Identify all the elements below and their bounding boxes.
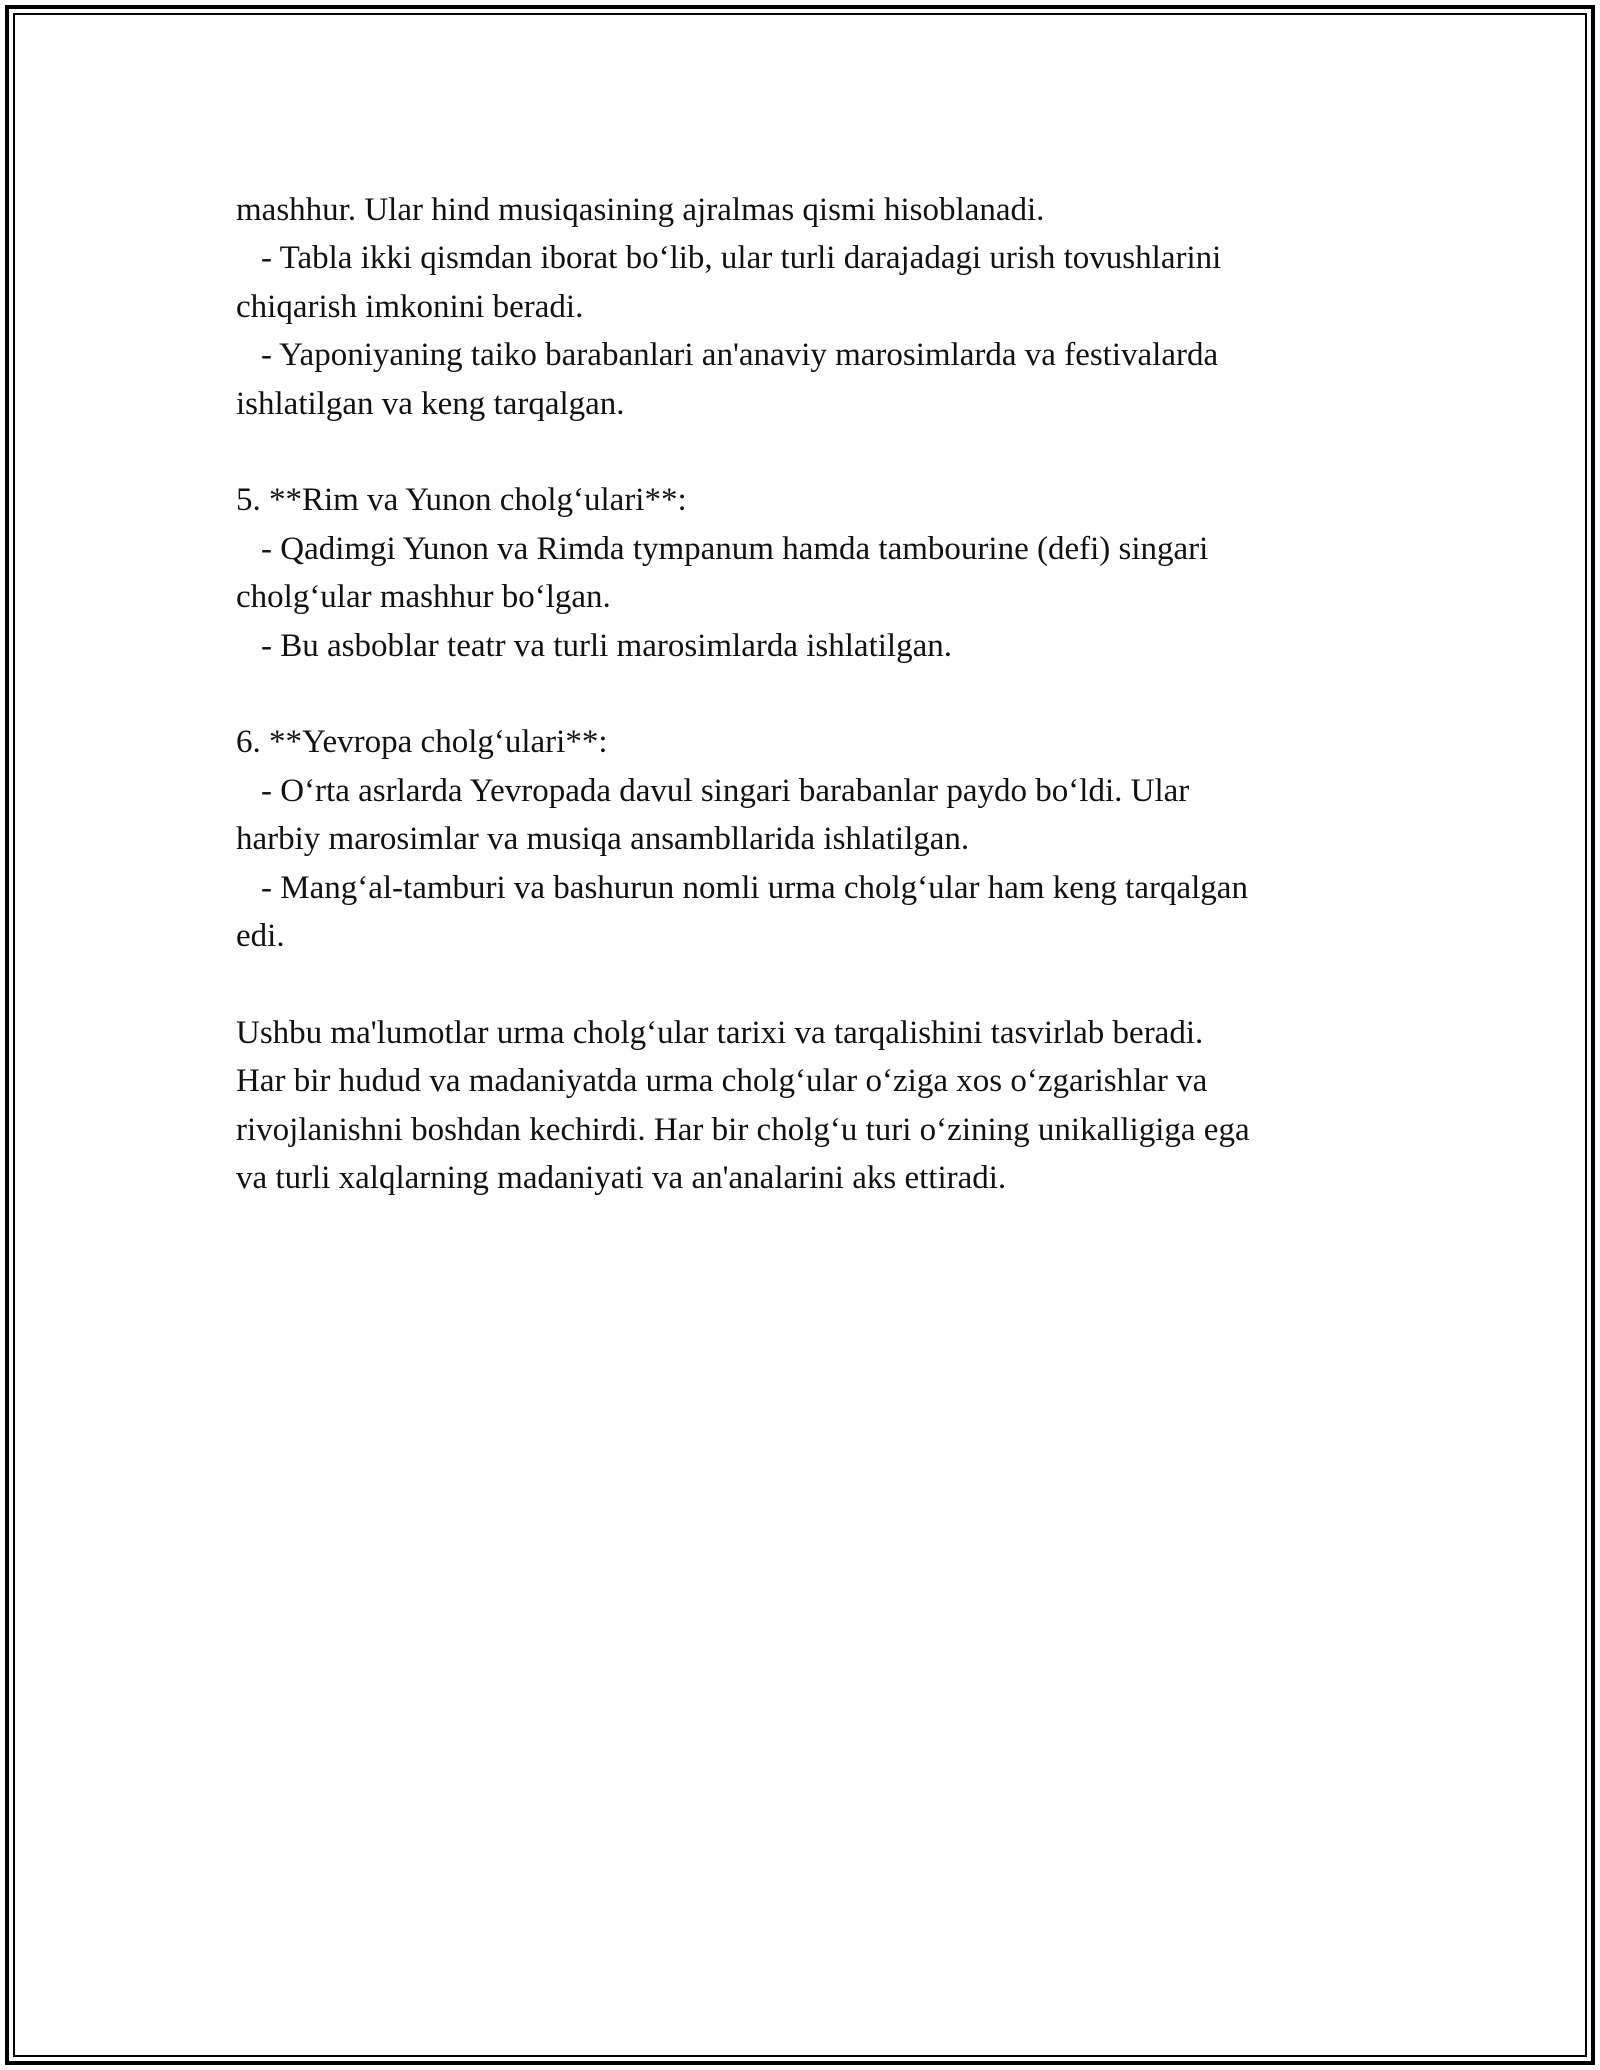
paragraph-gap — [236, 670, 1386, 718]
paragraph-gap — [236, 960, 1386, 1008]
paragraph-gap — [236, 428, 1386, 476]
section-heading: 6. **Yevropa cholg‘ulari**: — [236, 724, 608, 761]
text-line: harbiy marosimlar va musiqa ansambllarida ishlatilgan. — [236, 821, 970, 858]
text-line: cholg‘ular mashhur bo‘lgan. — [236, 579, 611, 616]
text-line: edi. — [236, 918, 285, 955]
text-line: mashhur. Ular hind musiqasining ajralmas qismi hisoblanadi. — [236, 192, 1045, 228]
bullet-line: - Bu asboblar teatr va turli marosimlarda ishlatilgan. — [261, 627, 952, 664]
bullet-line: - Mang‘al-tamburi va bashurun nomli urma cholg‘ular ham keng tarqalgan — [261, 869, 1248, 906]
text-line: chiqarish imkonini beradi. — [236, 288, 584, 325]
summary-line: Har bir hudud va madaniyatda urma cholg‘ular o‘ziga xos o‘zgarishlar va — [236, 1063, 1208, 1100]
document-body — [236, 186, 1386, 1202]
bullet-line: - Tabla ikki qismdan iborat bo‘lib, ular turli darajadagi urish tovushlarini — [261, 240, 1222, 277]
text-line: ishlatilgan va keng tarqalgan. — [236, 385, 625, 422]
bullet-line: - Yaponiyaning taiko barabanlari an'anaviy marosimlarda va festivalarda — [261, 337, 1219, 374]
summary-line: Ushbu ma'lumotlar urma cholg‘ular tarixi va tarqalishini tasvirlab beradi. — [236, 1014, 1204, 1051]
bullet-line: - Qadimgi Yunon va Rimda tympanum hamda tambourine (defi) singari — [261, 530, 1209, 567]
bullet-line: - O‘rta asrlarda Yevropada davul singari barabanlar paydo bo‘ldi. Ular — [261, 772, 1190, 809]
summary-line: rivojlanishni boshdan kechirdi. Har bir cholg‘u turi o‘zining unikalligiga ega — [236, 1111, 1250, 1148]
section-heading: 5. **Rim va Yunon cholg‘ulari**: — [236, 482, 687, 519]
summary-line: va turli xalqlarning madaniyati va an'analarini aks ettiradi. — [236, 1160, 1007, 1197]
